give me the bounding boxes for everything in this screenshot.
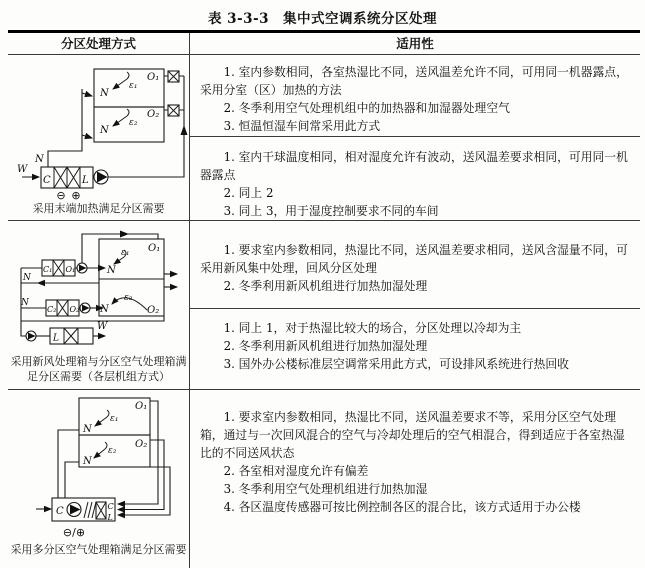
list-item: 2. 冬季利用空气处理机组中的加热器和加湿器处理空气	[223, 101, 510, 115]
table-row-freshair-units	[8, 221, 640, 390]
label-n-room1: N	[100, 88, 109, 99]
table-header-row	[8, 30, 640, 55]
list-item: 1. 要求室内参数相同，热湿比不同，送风温差要求相同，送风含湿量不同，可采用新风集中处理，回风分区处理	[200, 243, 628, 275]
list-item: 1. 要求室内参数相同，热湿比不同，送风温差要求不等，采用分区空气处理箱，通过与一次回风混合的空气与冷却处理后的空气相混合，得到适应于各室热湿比的不同送风状态	[200, 410, 625, 460]
label-l: L	[82, 175, 89, 186]
list-item: 4. 各区温度传感器可按比例控制各区的混合比，该方式适用于办公楼	[223, 500, 581, 514]
label-n-room2: N	[83, 456, 92, 467]
applicability-col-3	[190, 390, 640, 568]
label-n-room1: N	[83, 424, 92, 435]
table	[8, 30, 640, 568]
diagram-cell-terminal-heating	[8, 55, 190, 220]
label-o2: O₂	[147, 305, 160, 316]
heating-icon: ⊕	[71, 189, 81, 201]
label-e1: ε₁	[121, 248, 130, 258]
header-applicability: 适用性	[396, 36, 434, 51]
label-w: W	[17, 164, 28, 175]
applicability-cell-5	[190, 390, 640, 516]
label-c1: C₁	[43, 265, 53, 274]
label-n-room1: N	[107, 265, 116, 276]
applicability-cell-4	[190, 309, 640, 373]
label-n-room2: N	[100, 304, 109, 315]
applicability-cell-3	[190, 221, 640, 309]
list-item: 3. 恒温恒湿车间常采用此方式	[223, 119, 381, 133]
list-item: 1. 室内参数相同，各室热湿比不同，送风温差允许不同，可用同一机器露点，采用分室（区）加热的方法	[200, 65, 628, 97]
label-o2: O₂	[135, 439, 148, 450]
label-n-room2: N	[100, 125, 109, 136]
applicability-cell-1	[190, 55, 640, 137]
label-l-small: L	[107, 513, 113, 522]
pump-icon	[93, 170, 108, 184]
heat-ratio-arrows	[113, 72, 129, 126]
diagram-caption-3: 采用多分区空气处理箱满足分区需要	[10, 543, 187, 556]
list-item: 1. 室内干球温度相同，相对湿度允许有波动，送风温差要求相同，可用同一机器露点	[200, 150, 628, 182]
label-c: C	[43, 175, 51, 186]
diagram-cell-multizone-ahu	[8, 390, 190, 568]
label-o1: O₁	[135, 401, 148, 412]
diagram-freshair-units	[8, 221, 190, 354]
list-item: 3. 同上 3，用于湿度控制要求不同的车间	[223, 204, 439, 218]
exhaust-box	[26, 328, 105, 344]
diagram-caption-2: 采用新风处理箱与分区空气处理箱满足分区需要（各层机组方式）	[10, 355, 187, 383]
label-e1: ε₁	[129, 81, 138, 91]
label-n-fresh1: N	[23, 273, 31, 283]
applicability-cell-2	[190, 137, 640, 220]
label-c-small: C	[107, 502, 114, 511]
list-item: 2. 冬季利用新风机组进行加热加湿处理	[223, 279, 428, 293]
label-c: C	[56, 506, 64, 517]
diagram-cell-freshair-units	[8, 221, 190, 389]
label-c2: C₂	[47, 305, 57, 314]
label-n-fresh2: N	[21, 298, 29, 308]
label-e2: ε₂	[129, 118, 138, 128]
label-e2: ε₂	[124, 293, 133, 303]
diagram-multizone-ahu	[8, 390, 190, 542]
label-box2-o2: O₂	[69, 305, 80, 314]
diagram-caption-1: 采用末端加热满足分区需要	[32, 202, 165, 215]
diagram-terminal-heating	[8, 55, 190, 201]
list-item: 3. 国外办公楼标准层空调常采用此方式，可设排风系统进行热回收	[223, 357, 569, 371]
label-e1: ε₁	[110, 414, 119, 424]
label-e2: ε₂	[108, 446, 117, 456]
list-item: 2. 各室相对湿度允许有偏差	[223, 464, 369, 478]
list-item: 1. 同上 1，对于热湿比较大的场合，分区处理以冷却为主	[223, 321, 522, 335]
label-box1-o1: O₁	[65, 265, 76, 274]
label-l: L	[53, 333, 59, 344]
list-item: 2. 同上 2	[223, 186, 274, 200]
header-method: 分区处理方式	[8, 33, 190, 54]
label-o2: O₂	[147, 109, 160, 120]
label-o1: O₁	[147, 72, 160, 83]
cooling-icon: ⊖	[56, 189, 66, 201]
heat-ratio-arrows	[94, 410, 109, 458]
label-n-supply: N	[35, 154, 44, 165]
applicability-col-2	[190, 221, 640, 389]
table-row-multizone-ahu	[8, 390, 640, 568]
table-row-terminal-heating	[8, 55, 640, 221]
cooling-heating-icon: ⊖/⊕	[62, 526, 86, 539]
label-o1: O₁	[148, 243, 161, 254]
list-item: 2. 冬季利用新风机组进行加热加湿处理	[223, 339, 428, 353]
label-w: W	[97, 321, 108, 332]
table-title: 表 3-3-3 集中式空调系统分区处理	[207, 11, 438, 27]
terminal-heater-icon	[164, 71, 184, 116]
applicability-col-1	[190, 55, 640, 220]
list-item: 3. 冬季利用空气处理机组进行加热加湿	[223, 482, 428, 496]
